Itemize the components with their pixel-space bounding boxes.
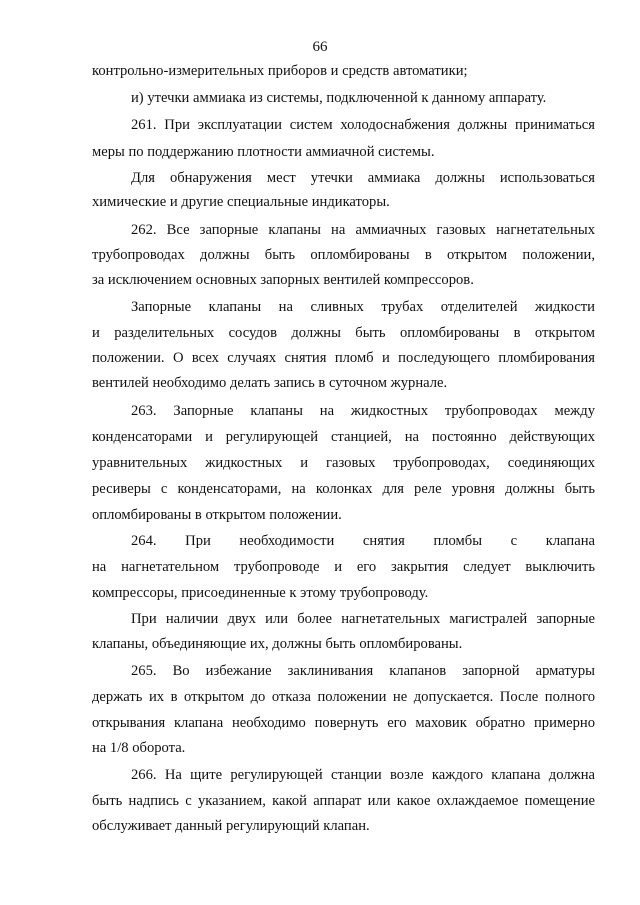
paragraph-line: уравнительных жидкостных и газовых трубопроводах, соединяющих: [92, 455, 595, 471]
paragraph-line: конденсаторами и регулирующей станцией, на постоянно действующих: [92, 429, 595, 445]
paragraph-line: клапаны, объединяющие их, должны быть опломбированы.: [92, 636, 463, 652]
paragraph-line: вентилей необходимо делать запись в суточном журнале.: [92, 375, 448, 391]
paragraph-line: контрольно-измерительных приборов и средств автоматики;: [92, 63, 468, 79]
paragraph-line: 263. Запорные клапаны на жидкостных трубопроводах между: [131, 403, 595, 419]
paragraph-line: 261. При эксплуатации систем холодоснабжения должны приниматься: [131, 117, 595, 133]
paragraph-line: на нагнетательном трубопроводе и его закрытия следует выключить: [92, 559, 595, 575]
paragraph-line: компрессоры, присоединенные к этому трубопроводу.: [92, 585, 429, 601]
paragraph-line: и разделительных сосудов должны быть опломбированы в открытом: [92, 325, 595, 341]
paragraph-line: трубопроводах должны быть опломбированы в открытом положении,: [92, 247, 595, 263]
paragraph-line: При наличии двух или более нагнетательных магистралей запорные: [131, 611, 595, 627]
paragraph-line: положении. О всех случаях снятия пломб и последующего пломбирования: [92, 350, 595, 366]
paragraph-line: открывания клапана необходимо повернуть его маховик обратно примерно: [92, 715, 595, 731]
paragraph-line: меры по поддержанию плотности аммиачной системы.: [92, 144, 435, 160]
paragraph-line: 264. При необходимости снятия пломбы с клапана: [131, 533, 595, 549]
paragraph-line: за исключением основных запорных вентилей компрессоров.: [92, 272, 474, 288]
paragraph-line: опломбированы в открытом положении.: [92, 507, 342, 523]
paragraph-line: химические и другие специальные индикаторы.: [92, 194, 390, 210]
paragraph-line: и) утечки аммиака из системы, подключенной к данному аппарату.: [131, 90, 547, 106]
paragraph-line: 262. Все запорные клапаны на аммиачных газовых нагнетательных: [131, 222, 595, 238]
page-number: 66: [312, 39, 328, 55]
paragraph-line: Запорные клапаны на сливных трубах отделителей жидкости: [131, 299, 595, 315]
paragraph-line: Для обнаружения мест утечки аммиака должны использоваться: [131, 170, 595, 186]
paragraph-line: на 1/8 оборота.: [92, 740, 186, 756]
paragraph-line: быть надпись с указанием, какой аппарат или какое охлаждаемое помещение: [92, 793, 595, 809]
paragraph-line: обслуживает данный регулирующий клапан.: [92, 818, 370, 834]
paragraph-line: держать их в открытом до отказа положении не допускается. После полного: [92, 689, 595, 705]
paragraph-line: 266. На щите регулирующей станции возле каждого клапана должна: [131, 767, 595, 783]
paragraph-line: 265. Во избежание заклинивания клапанов запорной арматуры: [131, 663, 595, 679]
paragraph-line: ресиверы с конденсаторами, на колонках для реле уровня должны быть: [92, 481, 595, 497]
